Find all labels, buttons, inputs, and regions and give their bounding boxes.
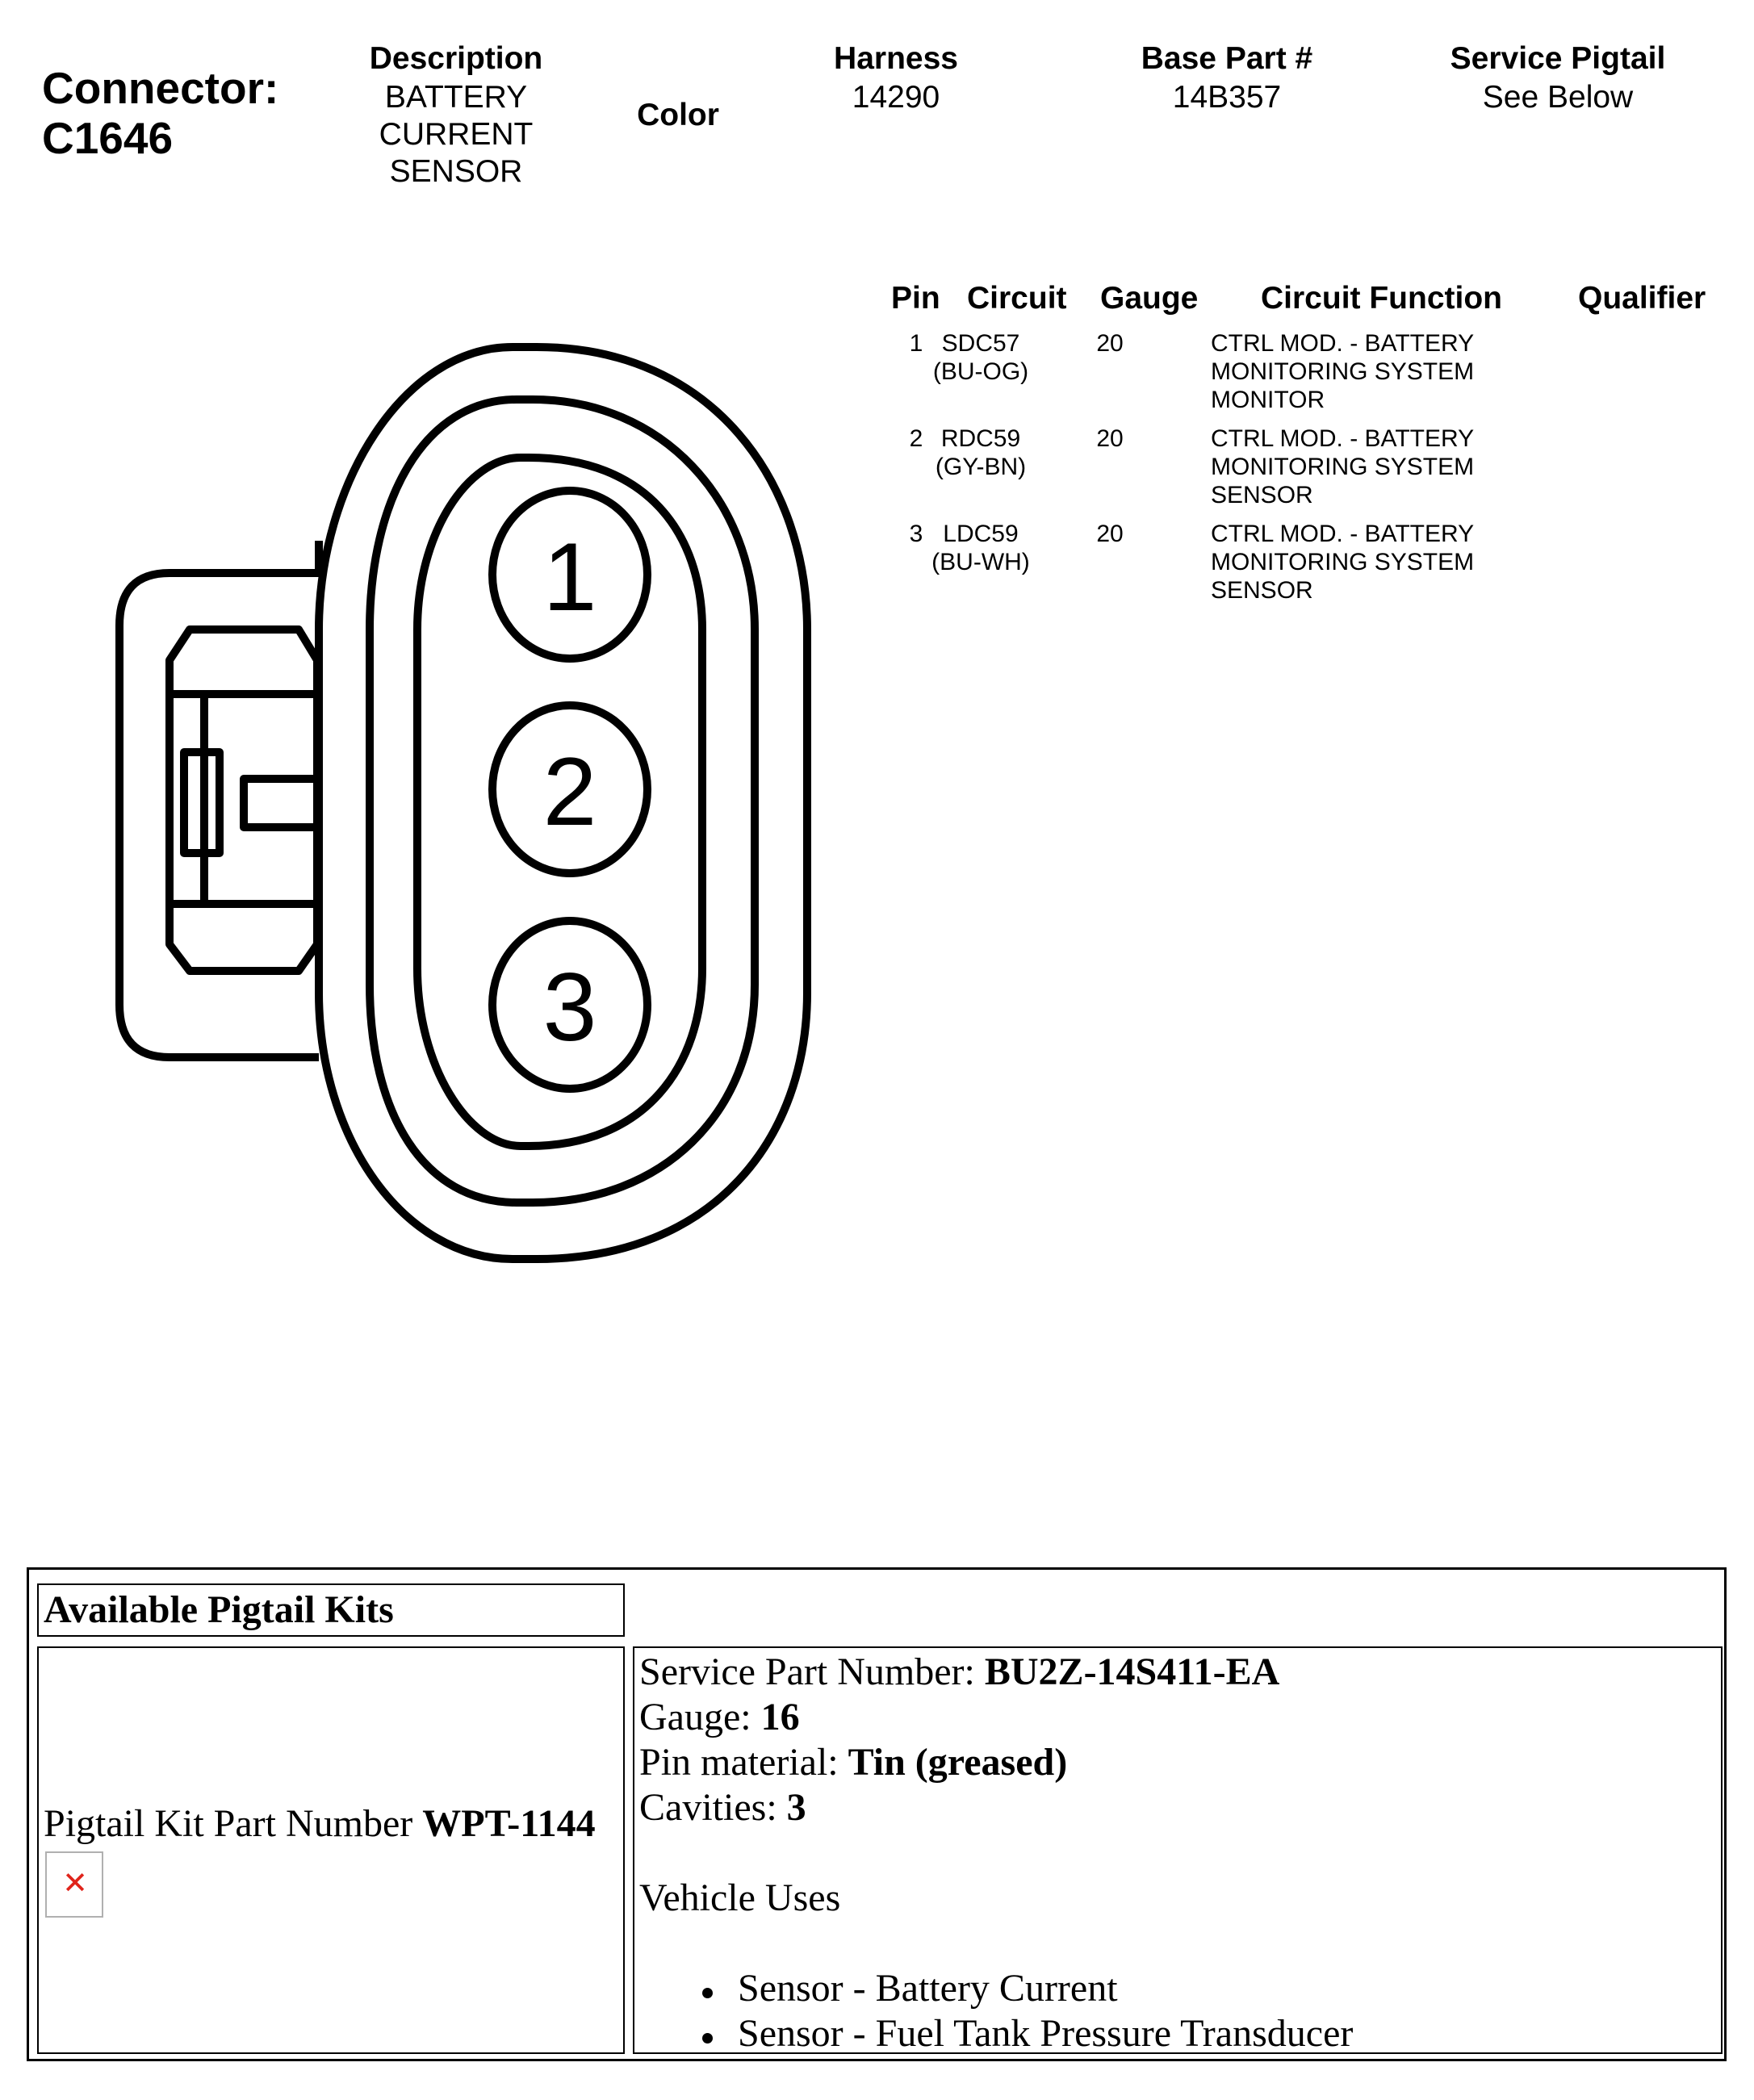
cavity-label-2: 2 (542, 738, 597, 846)
function-cell: CTRL MOD. - BATTERY MONITORING SYSTEM SENSOR (1211, 521, 1475, 604)
circuit-color: (BU-OG) (932, 358, 1029, 385)
pin-material-label: Pin material: (639, 1741, 839, 1784)
cavity-label-1: 1 (542, 523, 597, 631)
service-part-label: Service Part Number: (639, 1650, 975, 1693)
base-part-value: 14B357 (1172, 80, 1282, 115)
description-label: Description (369, 41, 543, 76)
kit-part-number (44, 1801, 596, 1846)
table-row (880, 520, 1735, 615)
harness-label: Harness (834, 41, 958, 76)
pin-table-header (880, 273, 1735, 329)
gauge-cell: 20 (1096, 521, 1124, 547)
table-row (880, 425, 1735, 520)
service-pigtail-label: Service Pigtail (1450, 41, 1666, 76)
pin-cell: 2 (909, 425, 923, 452)
table-row (880, 329, 1735, 425)
gauge-cell: 20 (1096, 425, 1124, 452)
pin-table (880, 273, 1735, 615)
gauge-label: Gauge: (639, 1696, 751, 1738)
cavities-label: Cavities: (639, 1786, 777, 1829)
kit-part-number-label: Pigtail Kit Part Number (44, 1802, 413, 1845)
service-pigtail-column (1404, 39, 1711, 116)
qualifier-column-header: Qualifier (1578, 281, 1706, 316)
service-pigtail-value: See Below (1482, 80, 1634, 115)
cavities-value: 3 (786, 1786, 806, 1829)
list-item: Sensor - Battery Current (639, 1966, 1721, 2011)
pin-material-value: Tin (greased) (848, 1741, 1068, 1784)
connector-face-diagram (0, 0, 856, 1291)
kit-details-cell (633, 1646, 1723, 2054)
circuit-cell (900, 520, 1061, 576)
description-line: BATTERY (384, 80, 528, 115)
gauge-cell: 20 (1096, 330, 1124, 357)
harness-value: 14290 (852, 80, 940, 115)
circuit-id: RDC59 (940, 425, 1021, 452)
gauge-column-header: Gauge (1100, 281, 1199, 316)
description-line: CURRENT (379, 117, 534, 152)
color-label: Color (637, 98, 719, 132)
pigtail-kits-table (27, 1567, 1727, 2061)
gauge-row (639, 1695, 1721, 1740)
pin-cell: 3 (909, 521, 923, 547)
base-part-label: Base Part # (1141, 41, 1313, 76)
gauge-value: 16 (760, 1696, 800, 1738)
kit-part-cell (37, 1646, 625, 2054)
connector-label: Connector: (42, 63, 279, 113)
connector-id: C1646 (42, 113, 174, 163)
service-part-row (639, 1650, 1721, 1695)
kits-title: Available Pigtail Kits (37, 1583, 625, 1637)
pin-cell: 1 (909, 330, 923, 357)
circuit-id: SDC57 (941, 330, 1020, 357)
broken-image-icon: ✕ (45, 1851, 103, 1918)
function-cell: CTRL MOD. - BATTERY MONITORING SYSTEM MONITOR (1211, 330, 1475, 413)
kit-part-number-value: WPT-1144 (422, 1802, 596, 1845)
circuit-cell (900, 329, 1061, 386)
description-line: SENSOR (389, 154, 523, 189)
function-cell: CTRL MOD. - BATTERY MONITORING SYSTEM SENSOR (1211, 425, 1475, 508)
circuit-column-header: Circuit (967, 281, 1067, 316)
list-item: Sensor - Fuel Tank Pressure Transducer (639, 2011, 1721, 2056)
base-part-column (1098, 39, 1356, 116)
function-column-header: Circuit Function (1261, 281, 1502, 316)
circuit-id: LDC59 (943, 521, 1019, 547)
service-part-value: BU2Z-14S411-EA (984, 1650, 1280, 1693)
cavity-label-3: 3 (542, 953, 597, 1061)
pin-material-row (639, 1740, 1721, 1785)
latch-key (244, 779, 317, 827)
circuit-color: (GY-BN) (935, 454, 1027, 480)
pin-column-header: Pin (891, 281, 940, 316)
cavities-row (639, 1785, 1721, 1830)
circuit-cell (900, 425, 1061, 481)
vehicle-uses-label: Vehicle Uses (639, 1876, 841, 1919)
vehicle-uses-list (639, 1966, 1721, 2056)
circuit-color: (BU-WH) (931, 549, 1030, 575)
